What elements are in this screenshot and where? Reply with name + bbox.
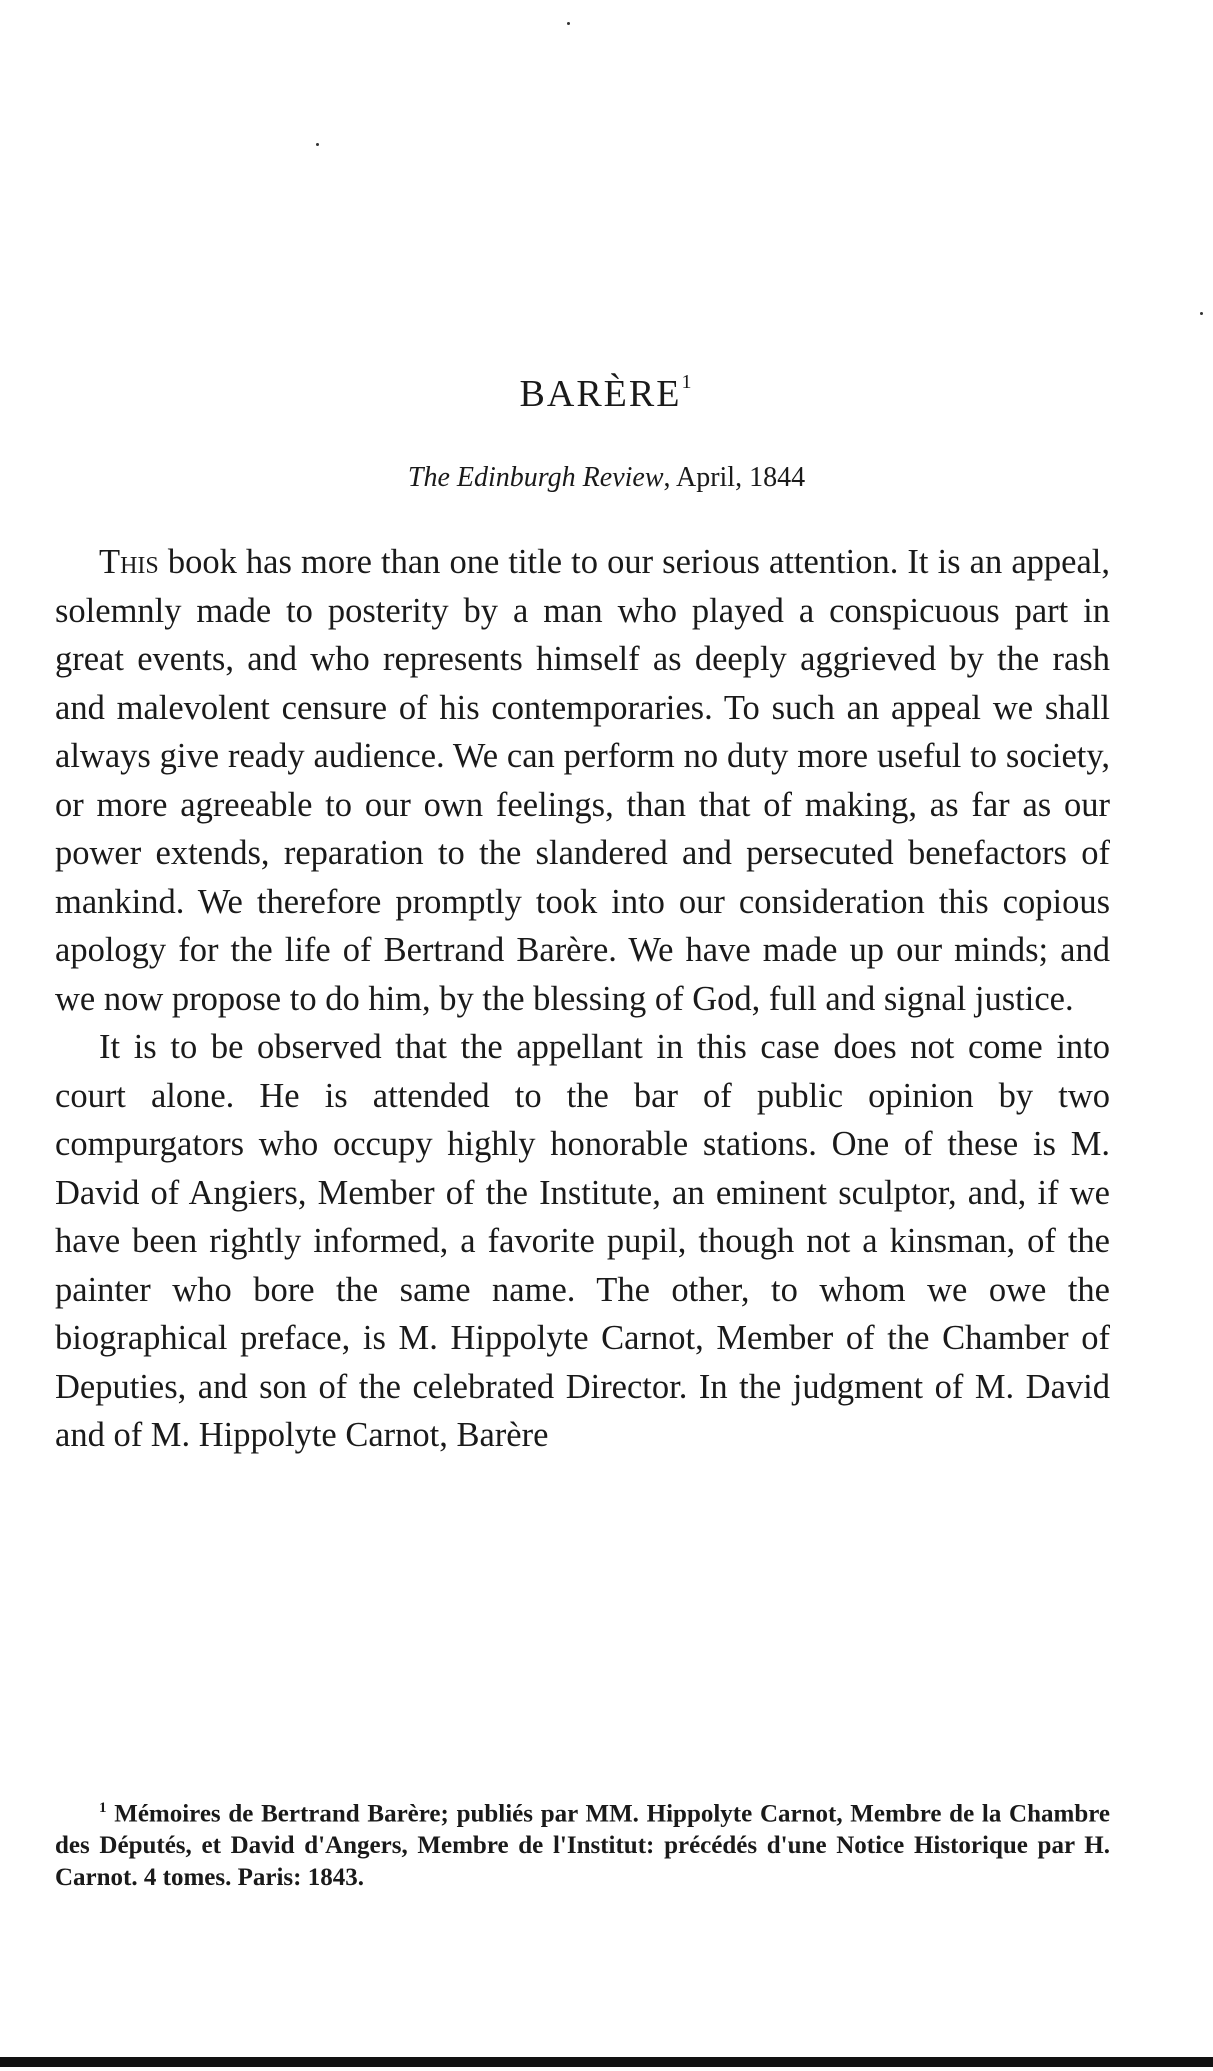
footnote xyxy=(55,1792,1110,1894)
paragraph-1 xyxy=(55,538,1110,1023)
footnote-marker: 1 xyxy=(99,1800,107,1816)
scan-speck xyxy=(567,22,570,25)
paragraph-1-text: book has more than one title to our serious attention. It is an appeal, solemnly made to posterity by a man who played a conspicuous part in great events, and who represents himself as deeply aggrieved by the rash and malevolent censure of his contemporaries. To such an appeal we shall always give ready audience. We can perform no duty more useful to society, or more agreeable to our own feelings, than that of making, as far as our power extends, reparation to the slandered and persecuted benefactors of mankind. We therefore promptly took into our consideration this copious apology for the life of Bertrand Barère. We have made up our minds; and we now propose to do him, by the blessing of God, full and signal justice. xyxy=(55,543,1110,1018)
body-text xyxy=(55,538,1110,1460)
scan-speck xyxy=(1200,312,1203,315)
chapter-title-text: BARÈRE xyxy=(519,373,682,415)
page-bottom-rule xyxy=(0,2057,1213,2067)
paragraph-2: It is to be observed that the appellant in this case does not come into court alone. He is attended to the bar of public opinion by two compurgators who occupy highly honorable stations. One of these is M. David of Angiers, Member of the Institute, an eminent sculptor, and, if we have been rightly informed, a favorite pupil, though not a kinsman, of the painter who bore the same name. The other, to whom we owe the biographical preface, is M. Hippolyte Carnot, Member of the Chamber of Deputies, and son of the celebrated Director. In the judgment of M. David and of M. Hippolyte Carnot, Barère xyxy=(55,1028,1110,1454)
footnote-text: Mémoires de Bertrand Barère; publiés par MM. Hippolyte Carnot, Membre de la Chambre des Députés, et David d'Angers, Membre de l'Institut: précédés d'une Notice Historique par H. Carnot. 4 tomes. Paris: 1843. xyxy=(55,1800,1110,1892)
scan-speck xyxy=(316,143,319,146)
footnote-reference: 1 xyxy=(681,371,694,394)
journal-name: The Edinburgh Review xyxy=(407,462,664,493)
paragraph-lead-word: This xyxy=(99,543,159,581)
chapter-title xyxy=(0,372,1213,416)
publication-date: , April, 1844 xyxy=(663,462,806,493)
source-line xyxy=(0,462,1213,494)
